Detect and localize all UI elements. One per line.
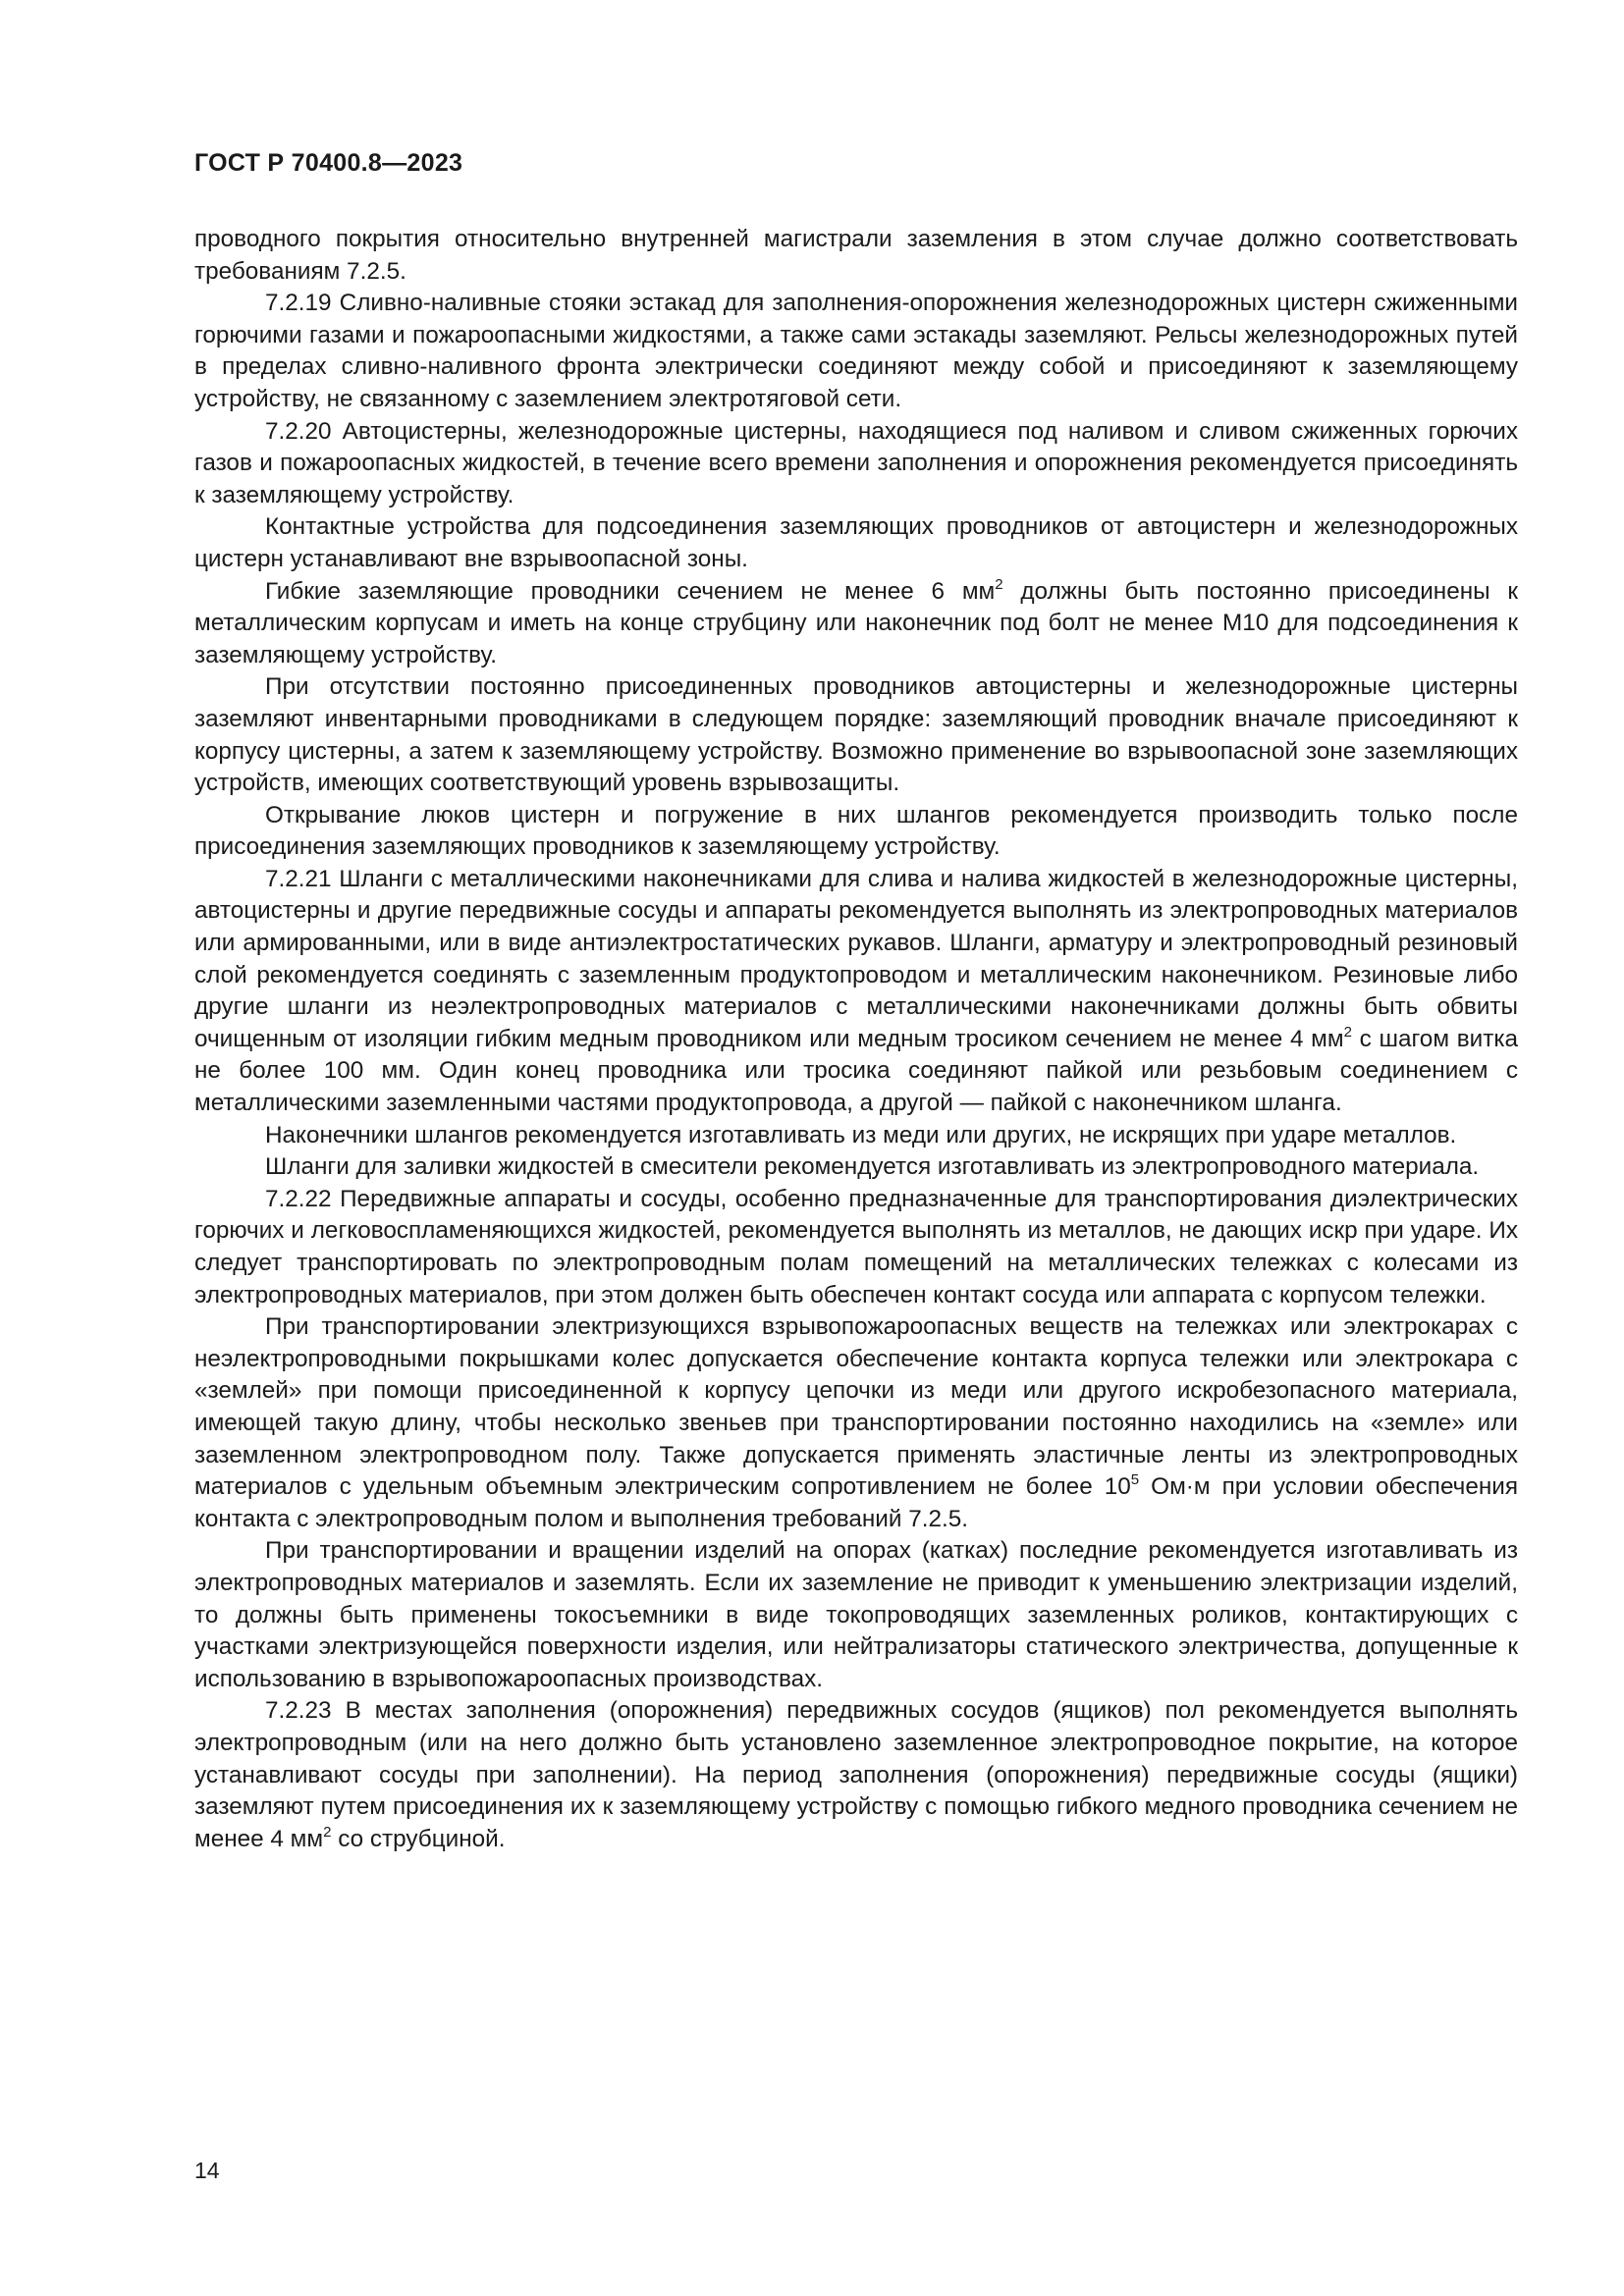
paragraph-flexible-conductors: Гибкие заземляющие проводники сечением не менее 6 $мм^2$ должны быть постоянно присоединены к металлическим корпусам и иметь на конце струбцину или наконечник под болт не менее М10 для подсоединения к заземляющему устройству. <box>194 575 1518 668</box>
paragraph-7-2-20: 7.2.20 Автоцистерны, железнодорожные цистерны, находящиеся под наливом и сливом сжиженных горючих газов и пожароопасных жидкостей, в течение всего времени заполнения и опорожнения рекомендуется присоединять к заземляющему устройству. <box>194 417 1518 508</box>
paragraph-hatch-opening: Открывание люков цистерн и погружение в них шлангов рекомендуется производить только после присоединения заземляющих проводников к заземляющему устройству. <box>194 801 1518 861</box>
paragraph-7-2-19: 7.2.19 Сливно-наливные стояки эстакад для заполнения-опорожнения железнодорожных цистерн сжиженными горючими газами и пожароопасными жидкостями, а также сами эстакады заземляют. Рельсы железнодорожных путей в пределах сливно-наливного фронта электрически соединяют между собой и присоединяют к заземляющему устройству, не связанному с заземлением электротяговой сети. <box>194 290 1518 412</box>
paragraph-mixer-hoses: Шланги для заливки жидкостей в смесители рекомендуется изготавливать из электропроводного материала. <box>265 1153 1480 1181</box>
document-header: ГОСТ Р 70400.8—2023 <box>194 149 463 177</box>
paragraph-hose-tips: Наконечники шлангов рекомендуется изготавливать из меди или других, не искрящих при ударе металлов. <box>265 1121 1457 1148</box>
document-body <box>194 224 1518 1855</box>
paragraph-7-2-23: 7.2.23 В местах заполнения (опорожнения) передвижных сосудов (ящиков) пол рекомендуется выполнять электропроводным (или на него должно быть установлено заземленное электропроводное покрытие, на которое устанавливают сосуды при заполнении). На период заполнения (опорожнения) передвижные сосуды (ящики) заземляют путем присоединения их к заземляющему устройству с помощью гибкого медного проводника сечением не менее 4 $мм^2$ со струбциной. <box>194 1697 1518 1852</box>
page-number: 14 <box>194 2158 220 2183</box>
paragraph-7-2-22: 7.2.22 Передвижные аппараты и сосуды, особенно предназначенные для транспортирования диэлектрических горючих и легковоспламеняющихся жидкостей, рекомендуется выполнять из металлов, не дающих искр при ударе. Их следует транспортировать по электропроводным полам помещений на металлических тележках с колесами из электропроводных материалов, при этом должен быть обеспечен контакт сосуда или аппарата с корпусом тележки. <box>194 1185 1518 1308</box>
paragraph-transport-carts: При транспортировании электризующихся взрывопожароопасных веществ на тележках или электрокарах с неэлектропроводными покрышками колес допускается обеспечение контакта корпуса тележки или электрокара с «землей» при помощи присоединенной к корпусу цепочки из меди или другого искробезопасного материала, имеющей такую длину, чтобы несколько звеньев при транспортировании постоянно находились на «земле» или заземленном электропроводном полу. Также допускается применять эластичные ленты из электропроводных материалов с удельным объемным электрическим сопротивлением не более $10^5$ Ом·м при условии обеспечения контакта с электропроводным полом и выполнения требований 7.2.5. <box>194 1313 1518 1532</box>
paragraph-7-2-21: 7.2.21 Шланги с металлическими наконечниками для слива и налива жидкостей в железнодорожные цистерны, автоцистерны и другие передвижные сосуды и аппараты рекомендуется выполнять из электропроводных материалов или армированными, или в виде антиэлектростатических рукавов. Шланги, арматуру и электропроводный резиновый слой рекомендуется соединять с заземленным продуктопроводом и металлическим наконечником. Резиновые либо другие шланги из неэлектропроводных материалов с металлическими наконечниками должны быть обвиты очищенным от изоляции гибким медным проводником или медным тросиком сечением не менее 4 $мм^2$ с шагом витка не более 100 мм. Один конец проводника или тросика соединяют пайкой или резьбовым соединением с металлическими заземленными частями продуктопровода, а другой — пайкой с наконечником шланга. <box>194 865 1518 1117</box>
paragraph-inventory-conductors: При отсутствии постоянно присоединенных проводников автоцистерны и железнодорожные цистерны заземляют инвентарными проводниками в следующем порядке: заземляющий проводник вначале присоединяют к корпусу цистерны, а затем к заземляющему устройству. Возможно применение во взрывоопасной зоне заземляющих устройств, имеющих соответствующий уровень взрывозащиты. <box>194 673 1518 797</box>
paragraph-contact-devices: Контактные устройства для подсоединения заземляющих проводников от автоцистерн и железнодорожных цистерн устанавливают вне взрывоопасной зоны. <box>194 513 1518 572</box>
paragraph-continuation: проводного покрытия относительно внутренней магистрали заземления в этом случае должно соответствовать требованиям 7.2.5. <box>194 226 1518 285</box>
paragraph-rollers: При транспортировании и вращении изделий на опорах (катках) последние рекомендуется изготавливать из электропроводных материалов и заземлять. Если их заземление не приводит к уменьшению электризации изделий, то должны быть применены токосъемники в виде токопроводящих заземленных роликов, контактирующих с участками электризующейся поверхности изделия, или нейтрализаторы статического электричества, допущенные к использованию в взрывопожароопасных производствах. <box>194 1537 1518 1692</box>
